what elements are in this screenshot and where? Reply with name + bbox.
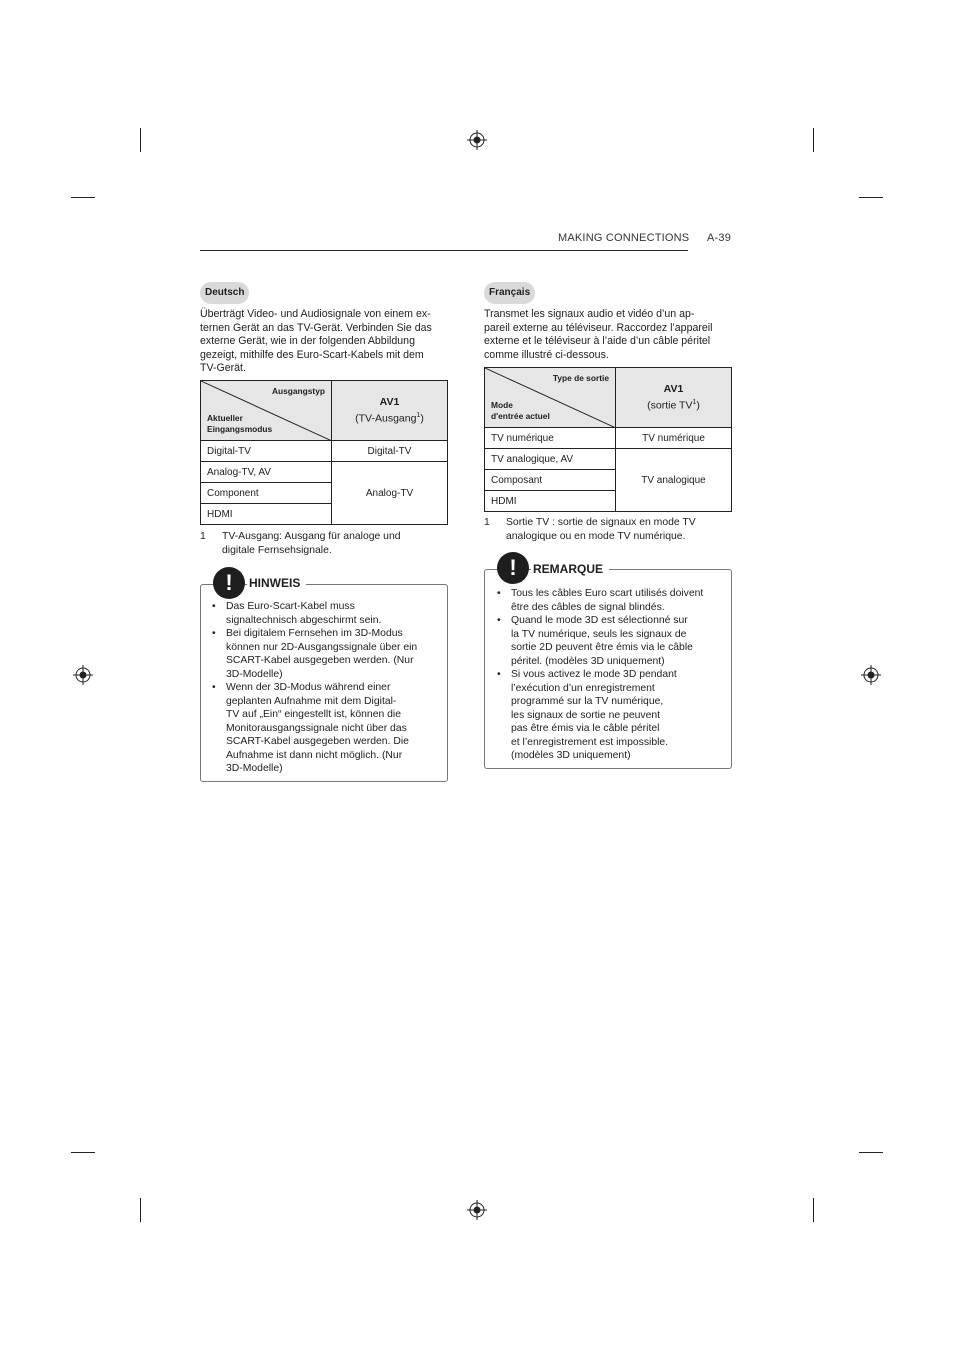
table-row-label: HDMI [201,504,332,525]
av1-header-cell: AV1 (TV-Ausgang$^1$) [332,381,448,441]
table-cell-output: TV numérique [616,428,732,449]
crop-mark [140,1198,141,1222]
crop-mark [71,1152,95,1153]
connection-table [484,367,732,512]
note-list [212,600,440,776]
table-row-label: TV numérique [485,428,616,449]
table-row-label: HDMI [485,491,616,512]
list-item: • Si vous activez le mode 3D pendant l’exécution d’un enregistrement programmé sur la TV numérique, les signaux de sortie ne peuvent pas être émis via le câble péritel et l’enregistrement est impossible. (modèles 3D uniquement) [497,668,727,763]
table-row-label: Component [201,483,332,504]
list-item: • Tous les câbles Euro scart utilisés doivent être des câbles de signal blindés. [497,587,727,614]
note-title: HINWEIS [247,576,306,590]
output-type-label: Type de sortie [552,373,609,383]
list-item: • Das Euro-Scart-Kabel muss signaltechnisch abgeschirmt sein. [212,600,440,627]
page-number: A-39 [707,232,732,244]
table-cell-output: Digital-TV [332,441,448,462]
diagonal-header-cell [201,381,332,441]
table-row-label: Composant [485,470,616,491]
diagonal-header-cell [485,368,616,428]
list-item: • Wenn der 3D-Modus während einer geplanten Aufnahme mit dem Digital- TV auf „Ein“ eingestellt ist, können die Monitorausgangssignale nicht über das SCART-Kabel ausgegeben werden. Die Aufnahme ist dann nicht möglich. (Nur 3D-Modelle) [212,681,440,776]
language-label: Deutsch [200,282,249,304]
crop-mark [859,1152,883,1153]
input-mode-label: Aktueller Eingangsmodus [207,413,273,434]
crop-mark [140,128,141,152]
list-item: • Quand le mode 3D est sélectionné sur la TV numérique, seuls les signaux de sortie 2D peuvent être émis via le câble péritel. (modèles 3D uniquement) [497,614,727,668]
table-row-label: Digital-TV [201,441,332,462]
note-title: REMARQUE [531,562,609,576]
table-row-label: TV analogique, AV [485,449,616,470]
crop-mark [813,1198,814,1222]
table-cell-output: Analog-TV [332,462,448,525]
registration-mark-icon [73,665,93,685]
exclamation-icon: ! [213,567,245,599]
exclamation-icon: ! [497,552,529,584]
intro-paragraph: Transmet les signaux audio et vidéo d’un ap- pareil externe au téléviseur. Raccordez l’appareil externe et le téléviseur à l’aide d’un câble péritel comme illustré ci-dessous. [484,308,713,361]
intro-paragraph: Überträgt Video- und Audiosignale von einem ex- ternen Gerät an das TV-Gerät. Verbinden Sie das externe Gerät, wie in der folgenden Abbildung gezeigt, mithilfe des Euro-Scart-Kabels mit dem TV-Gerät. [200,308,432,374]
input-mode-label: Mode d'entrée actuel [491,400,550,421]
crop-mark [71,197,95,198]
section-title: MAKING CONNECTIONS [558,232,690,244]
crop-mark [813,128,814,152]
registration-mark-icon [467,130,487,150]
av1-header-cell: AV1 (sortie $TV^1$) [616,368,732,428]
footnote: 1 Sortie TV : sortie de signaux en mode TV analogique ou en mode TV numérique. [484,517,696,542]
connection-table [200,380,448,525]
note-list [497,587,727,763]
table-row-label: Analog-TV, AV [201,462,332,483]
table-cell-output: TV analogique [616,449,732,512]
list-item: • Bei digitalem Fernsehen im 3D-Modus können nur 2D-Ausgangssignale über ein SCART-Kabel ausgegeben werden. (Nur 3D-Modelle) [212,627,440,681]
registration-mark-icon [467,1200,487,1220]
crop-mark [859,197,883,198]
output-type-label: Ausgangstyp [271,386,325,396]
registration-mark-icon [861,665,881,685]
header-rule [200,250,688,251]
language-label: Français [484,282,535,304]
footnote: 1 TV-Ausgang: Ausgang für analoge und digitale Fernsehsignale. [200,531,401,556]
